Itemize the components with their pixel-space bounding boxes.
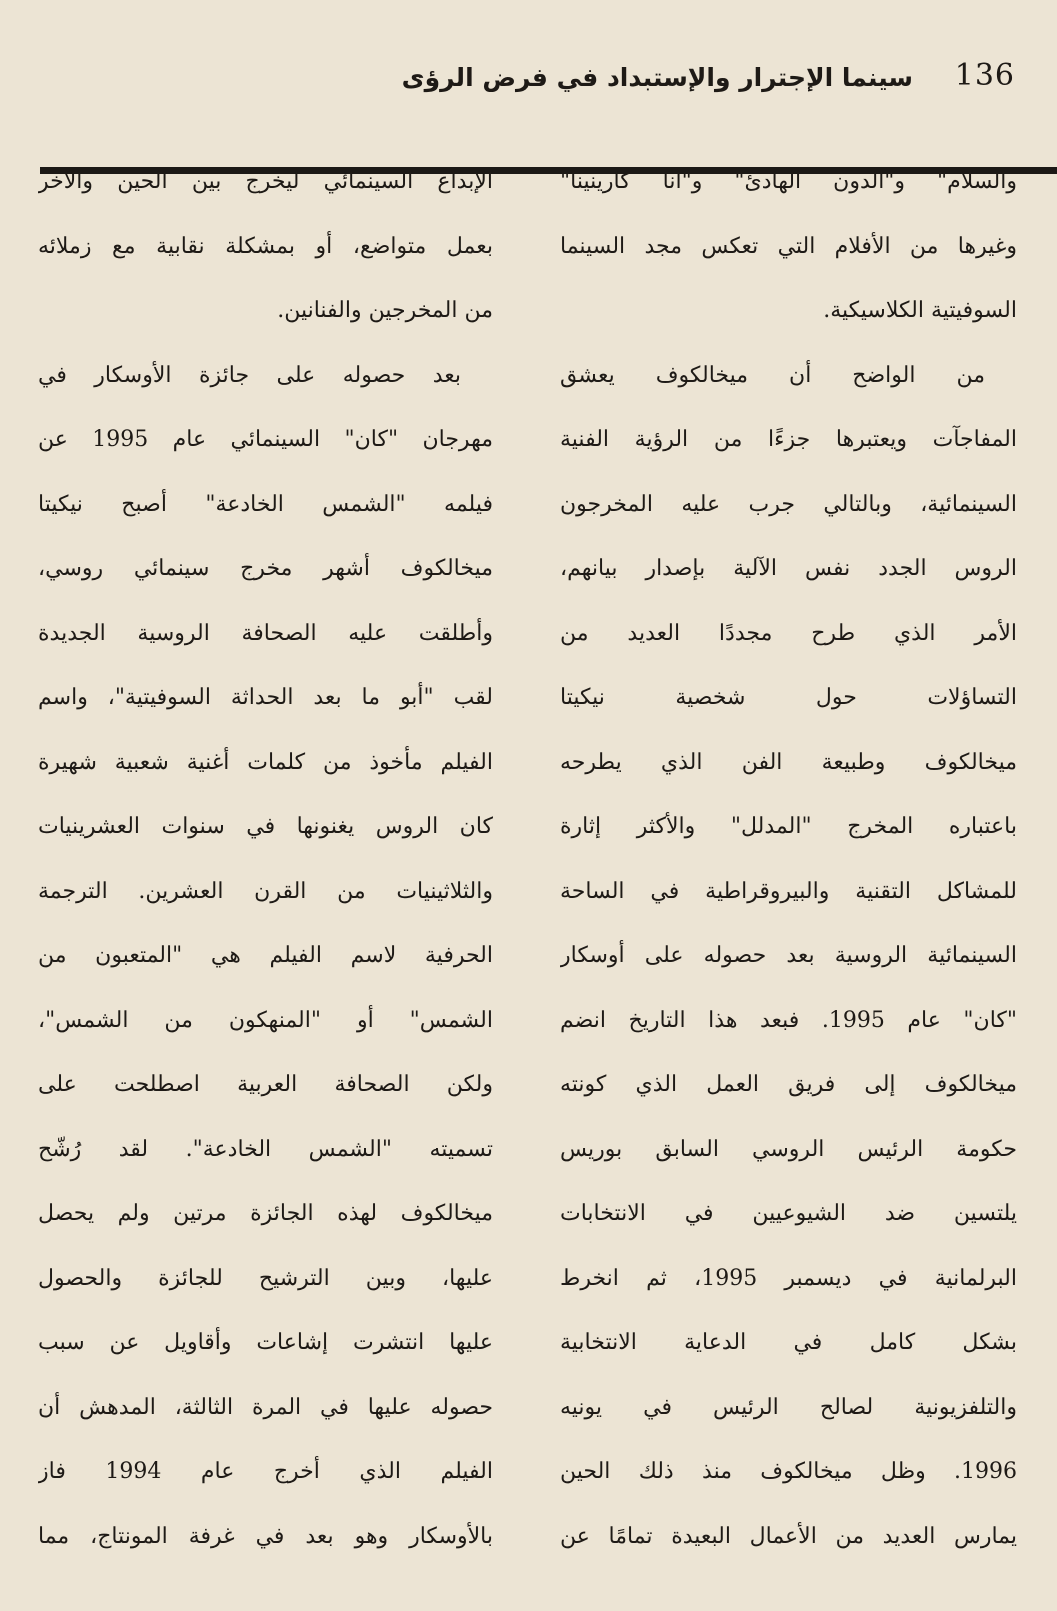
text-line: بعمل متواضع، أو بمشكلة نقابية مع زملائه: [38, 233, 493, 259]
text-line: بالأوسكار وهو بعد في غرفة المونتاج، مما: [38, 1523, 493, 1549]
text-line: للمشاكل التقنية والبيروقراطية في الساحة: [560, 878, 1017, 904]
text-line: عليها، وبين الترشيح للجائزة والحصول: [38, 1265, 493, 1291]
text-line: ميخالكوف لهذه الجائزة مرتين ولم يحصل: [38, 1201, 493, 1226]
text-line: يمارس العديد من الأعمال البعيدة تمامًا عن: [560, 1523, 1017, 1549]
text-line: والثلاثينيات من القرن العشرين. الترجمة: [38, 878, 493, 904]
text-line: 1996. وظل ميخالكوف منذ ذلك الحين: [560, 1459, 1017, 1484]
text-line: السوفيتية الكلاسيكية.: [823, 298, 1017, 323]
text-line: تسميته "الشمس الخادعة". لقد رُشّح: [38, 1136, 493, 1162]
text-line: من الواضح أن ميخالكوف يعشق: [560, 362, 985, 388]
text-line: يلتسين ضد الشيوعيين في الانتخابات: [560, 1201, 1017, 1226]
text-line: ولكن الصحافة العربية اصطلحت على: [38, 1072, 493, 1097]
text-line: السينمائية، وبالتالي جرب عليه المخرجون: [560, 491, 1017, 517]
text-line: الأمر الذي طرح مجددًا العديد من: [560, 620, 1017, 646]
text-line: السينمائية الروسية بعد حصوله على أوسكار: [560, 943, 1017, 968]
page-number: 136: [954, 58, 1015, 93]
text-line: الشمس" أو "المنهكون من الشمس"،: [38, 1007, 493, 1033]
text-line: حصوله عليها في المرة الثالثة، المدهش أن: [38, 1394, 493, 1420]
text-line: "كان" عام 1995. فبعد هذا التاريخ انضم: [560, 1007, 1017, 1033]
right-text-column: [560, 150, 1017, 1569]
text-line: الإبداع السينمائي ليخرج بين الحين والآخر: [38, 169, 493, 194]
text-line: وأطلقت عليه الصحافة الروسية الجديدة: [38, 620, 493, 646]
text-line: باعتباره المخرج "المدلل" والأكثر إثارة: [560, 814, 1017, 839]
text-line: عليها انتشرت إشاعات وأقاويل عن سبب: [38, 1330, 493, 1355]
text-line: بعد حصوله على جائزة الأوسكار في: [38, 362, 461, 388]
text-line: فيلمه "الشمس الخادعة" أصبح نيكيتا: [38, 491, 493, 517]
text-line: الفيلم الذي أخرج عام 1994 فاز: [38, 1459, 493, 1484]
text-line: من المخرجين والفنانين.: [277, 298, 493, 323]
text-line: مهرجان "كان" السينمائي عام 1995 عن: [38, 427, 493, 452]
text-line: والتلفزيونية لصالح الرئيس في يونيه: [560, 1394, 1017, 1420]
text-line: البرلمانية في ديسمبر 1995، ثم انخرط: [560, 1265, 1017, 1291]
text-line: المفاجآت ويعتبرها جزءًا من الرؤية الفنية: [560, 427, 1017, 452]
text-line: ميخالكوف وطبيعة الفن الذي يطرحه: [560, 749, 1017, 775]
page-header: [40, 52, 1015, 104]
text-line: ميخالكوف أشهر مخرج سينمائي روسي،: [38, 556, 493, 581]
left-text-column: [38, 150, 493, 1569]
text-line: التساؤلات حول شخصية نيكيتا: [560, 685, 1017, 710]
running-title: سينما الإجترار والإستبداد في فرض الرؤى: [401, 63, 913, 92]
text-line: بشكل كامل في الدعاية الانتخابية: [560, 1330, 1017, 1355]
text-line: كان الروس يغنونها في سنوات العشرينيات: [38, 814, 493, 839]
text-line: حكومة الرئيس الروسي السابق بوريس: [560, 1136, 1017, 1162]
text-line: الروس الجدد نفس الآلية بإصدار بيانهم،: [560, 556, 1017, 581]
text-line: الفيلم مأخوذ من كلمات أغنية شعبية شهيرة: [38, 749, 493, 775]
text-line: ميخالكوف إلى فريق العمل الذي كونته: [560, 1072, 1017, 1097]
text-line: لقب "أبو ما بعد الحداثة السوفيتية"، واسم: [38, 685, 493, 710]
text-line: وغيرها من الأفلام التي تعكس مجد السينما: [560, 233, 1017, 259]
text-line: الحرفية لاسم الفيلم هي "المتعبون من: [38, 943, 493, 968]
text-line: والسلام" و"الدون الهادئ" و"آنا كارينينا": [560, 169, 1017, 194]
